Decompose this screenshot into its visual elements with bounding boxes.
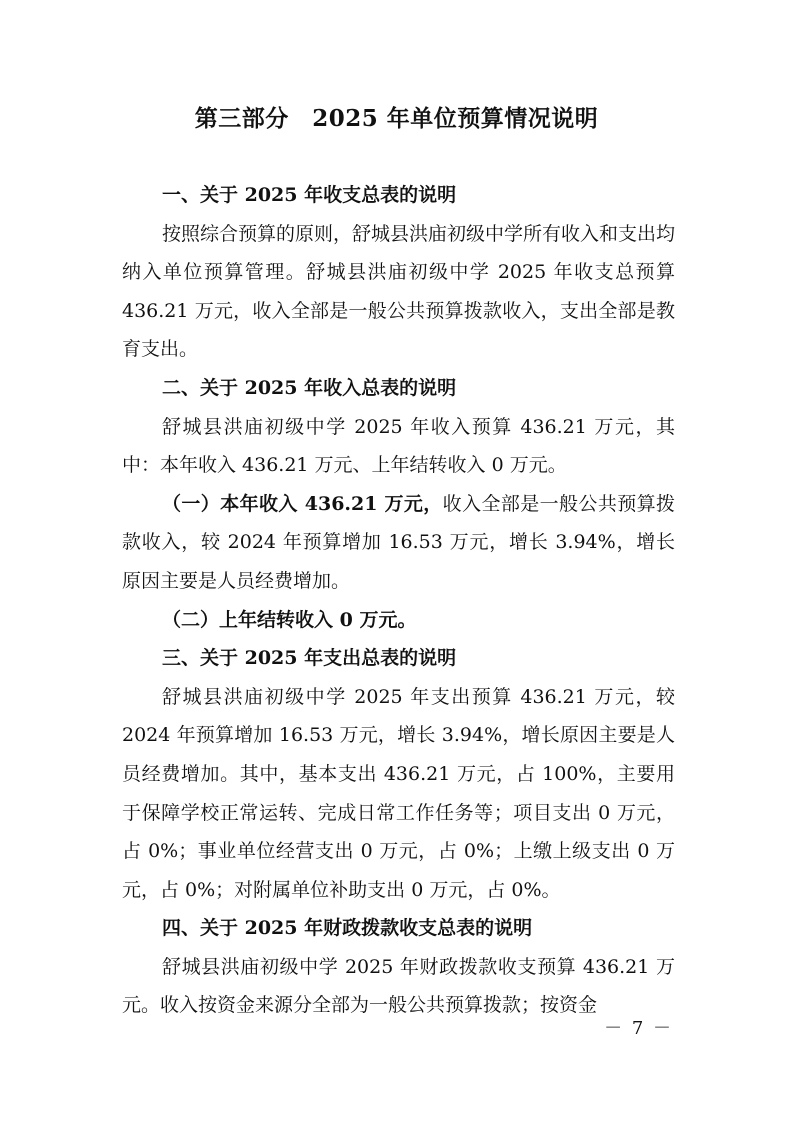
page-number: － 7 － [604, 1018, 673, 1039]
section-1-paragraph: 按照综合预算的原则，舒城县洪庙初级中学所有收入和支出均纳入单位预算管理。舒城县洪庙初级中学 2025 年收支总预算 436.21 万元，收入全部是一般公共预算拨款收入，支出全部是教育支出。 [122, 222, 676, 361]
item-1-bold-lead: （一）本年收入 436.21 万元， [162, 492, 443, 515]
page-title: 第三部分 2025 年单位预算情况说明 [194, 105, 599, 132]
section-2-paragraph: 舒城县洪庙初级中学 2025 年收入预算 436.21 万元，其中：本年收入 436.21 万元、上年结转收入 0 万元。 [122, 415, 675, 477]
section-heading-2: 二、关于 2025 年收入总表的说明 [162, 376, 457, 399]
document-body [122, 176, 675, 1025]
section-heading-3: 三、关于 2025 年支出总表的说明 [162, 647, 457, 670]
section-heading-4: 四、关于 2025 年财政拨款收支总表的说明 [162, 917, 533, 940]
section-3-paragraph: 舒城县洪庙初级中学 2025 年支出预算 436.21 万元，较 2024 年预算增加 16.53 万元，增长 3.94%，增长原因主要是人员经费增加。其中，基本支出 436.21 万元，占 100%，主要用于保障学校正常运转、完成日常工作任务等；项目支出 0 万元，占 0%；事业单位经营支出 0 万元，占 0%；上缴上级支出 0 万元，占 0%；对附属单位补助支出 0 万元，占 0%。 [122, 685, 675, 901]
section-4-paragraph: 舒城县洪庙初级中学 2025 年财政拨款收支预算 436.21 万元。收入按资金来源分全部为一般公共预算拨款；按资金 [122, 955, 675, 1017]
item-1-text: 收入全部是一般公共预算拨款收入，较 2024 年预算增加 16.53 万元，增长 3.94%，增长原因主要是人员经费增加。 [122, 492, 675, 592]
section-2-item-1 [122, 485, 675, 601]
section-2-item-2: （二）上年结转收入 0 万元。 [162, 608, 417, 631]
section-heading-1: 一、关于 2025 年收支总表的说明 [162, 184, 457, 206]
